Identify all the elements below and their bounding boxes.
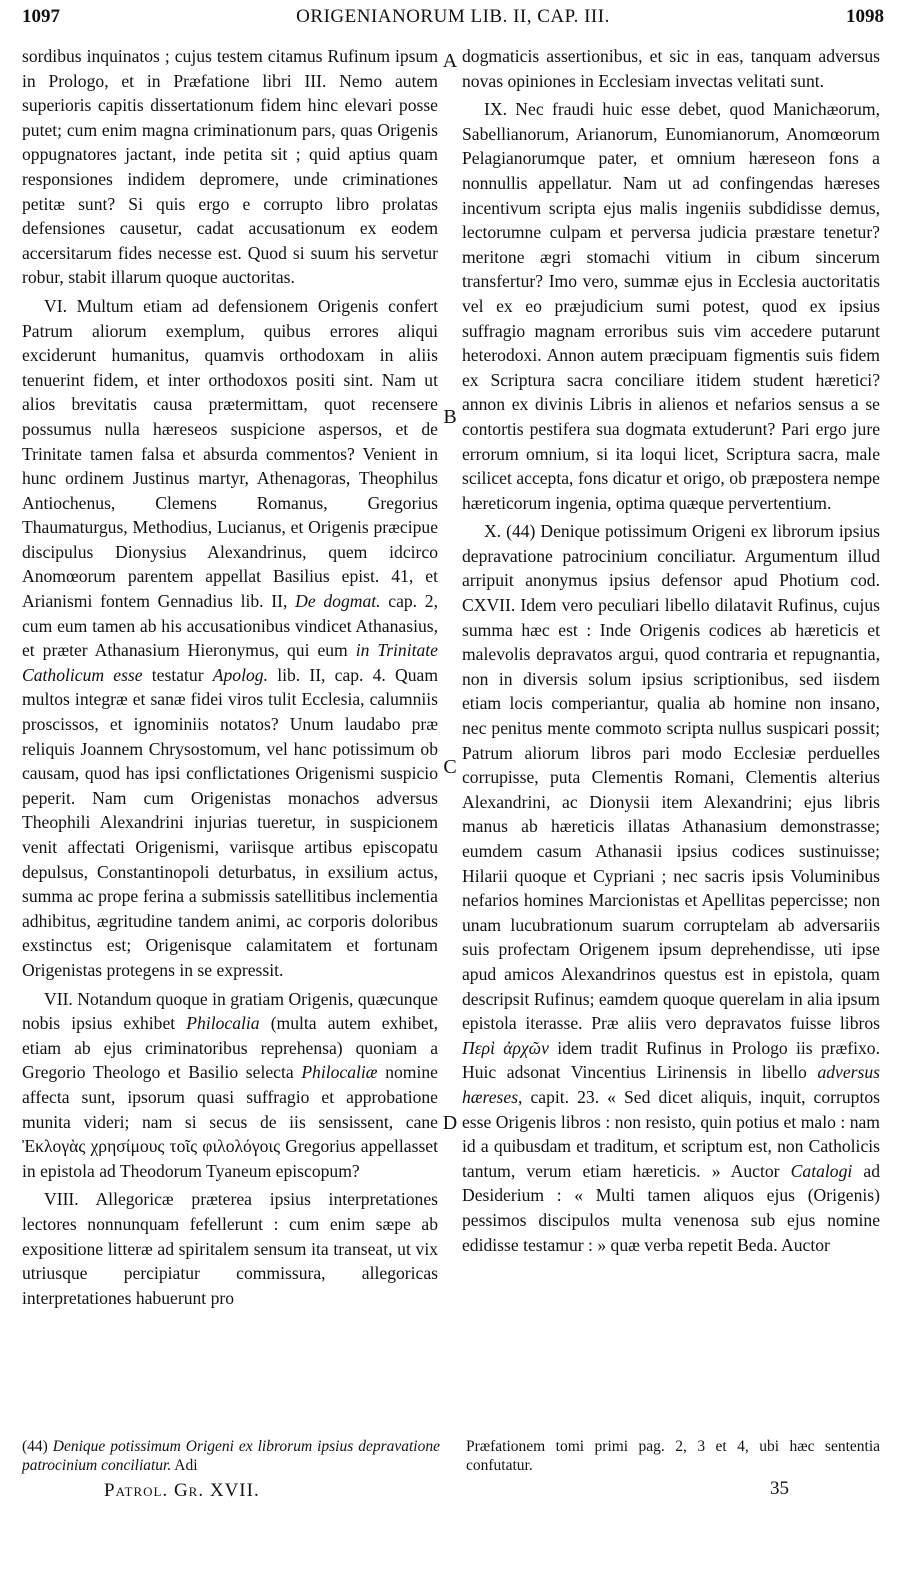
footnote-text: Denique potissimum Origeni ex librorum ipsius depravatione patrocinium conciliatur. [22,1438,440,1474]
margin-letter-c: C [443,756,457,778]
page-number-right: 1098 [846,6,884,27]
patrol-signature: Patrol. Gr. XVII. [104,1480,260,1501]
page-number-left: 1097 [22,6,60,27]
margin-letter-b: B [443,406,457,428]
footnote-number: (44) [22,1438,48,1455]
running-title: ORIGENIANORUM LIB. II, CAP. III. [296,6,610,27]
paragraph-vii: VII. Notandum quoque in gratiam Origenis, quæcunque nobis ipsius exhibet Philocalia (multa autem exhibet, etiam ab ejus criminatoribus reprehensa) quoniam a Gregorio Theologo et Basilio selecta Philocaliæ nomine affecta sunt, ipsorum quasi suffragio et approbatione munita videri; nam si secus de iis sensissent, cane Ἐκλογὰς χρησίμους τοῖς φιλολόγοις Gregorius appellasset in epistola ad Theodorum Tyaneum episcopum? [22,988,438,1181]
footnote-tail: Adi [174,1457,198,1474]
paragraph-ix: IX. Nec fraudi huic esse debet, quod Manichæorum, Sabellianorum, Arianorum, Eunomianorum, Anomœorum Pelagianorumque pater, et omnium hæreseon fons a nonnullis appellatur. Nam ut ad confingendas hæreses incentivum scripta ejus malis ingeniis subdidisse demus, lectorumne culpam et perversa judicia præstare tenetur? meritone ægri stomachi vitium in cibum sincerum transfertur? Imo vero, summæ ejus in Ecclesia auctoritatis vel ex eo præjudicium sumi potest, quod ex ipsius suffragio magnam erroribus suis vim accedere putarunt heterodoxi. Annon autem præcipuam figmentis suis fidem ex Scriptura sacra conciliare itidem student hæretici? annon ex divinis Libris in alienos et nefarios sensus a se contortis pestifera sua dogmata extuderunt? Pari ergo jure errorum omnium, si ita loqui licet, Scriptura sacra, male scilicet accepta, fons dicatur et origo, ob præpostera nempe hæreticorum ingenia, optima quæque pervertentium. [462,99,880,513]
left-text-column [22,44,438,1434]
paragraph-vi: VI. Multum etiam ad defensionem Origenis confert Patrum aliorum exemplum, quibus errores aliqui exciderunt humanitus, quamvis orthodoxam in aliis tenuerint fidem, et inter orthodoxos positi sint. Nam ut alios brevitatis causa prætermittam, quot recensere possumus nulla hæreseos suspicione aspersos, et de Trinitate tamen falsa et absurda commentos? Venient in hunc ordinem Justinus martyr, Athenagoras, Theophilus Antiochenus, Clemens Romanus, Gregorius Thaumaturgus, Methodius, Lucianus, et Origenis præcipue discipulus Dionysius Alexandrinus, quem idcirco Anomœorum parentem appellat Basilius epist. 41, et Arianismi fontem Gennadius lib. II, De dogmat. cap. 2, cum eum tamen ab his accusationibus vindicet Athanasius, et præter Athanasium Hieronymus, qui eum in Trinitate Catholicum esse testatur Apolog. lib. II, cap. 4. Quam multos integræ et sanæ fidei viros tulit Ecclesia, calumniis proscissos, et ignominiis notatos? Unum laudabo præ reliquis Joannem Chrysostomum, vel hanc potissimum ob causam, quod has ipsi conflictationes Origenismi suspicio peperit. Nam cum Origenistas monachos adversus Theophili Alexandrini injurias tueretur, in suspicionem venit affectati Origenismi, variisque artibus episcopatu depulsus, Constantinopoli deturbatus, in exsilium actus, summa ac prope ferina a submissis satellitibus inclementia adhibitus, ægritudine tandem animi, ac corporis doloribus exstinctus est; Origenisque calamitatem et fortunam Origenistas protegens in se expressit. [22,295,438,980]
paragraph: sordibus inquinatos ; cujus testem citamus Rufinum ipsum in Prologo, et in Præfatione libri III. Nemo autem superioris capitis dissertationum fidem hinc elevari posse putet; cum enim magna criminationum pars, quas Origenis oppugnatores jactant, inde petita sit ; quid aptius quam responsiones indidem depromere, unde criminationes petitæ sunt? Si quis ergo e corrupto libro prolatas defensiones causetur, cadat accusationum ex eodem accersitarum fides necesse est. Quod si suum his servetur robur, stabit illarum quoque auctoritas. [22,46,438,288]
paragraph-x: X. (44) Denique potissimum Origeni ex librorum ipsius depravatione patrocinium conciliatur. Argumentum illud arripuit anonymus ipsius defensor apud Photium cod. CXVII. Idem vero peculiari libello dilatavit Rufinus, cujus summa hæc est : Inde Origenis codices ab hæreticis et malevolis depravatos argui, quod contraria et repugnantia, non in diversis solum ipsius scriptionibus, sed iisdem etiam locis comperiantur, qualia ab homine non insano, nec penitus mente commoto scripta nullus suspicari possit; Patrum aliorum libros pari modo Ecclesiæ perduelles corrupisse, puta Clementis Romani, Clementis alterius Alexandrini, ac Dionysii item Alexandrini; ejus libris manus ab hæreticis illatas Athanasium demonstrasse; eumdem casum Athanasii ipsius codices sustinuisse; Hilarii quoque et Cypriani ; nec sacris ipsis Voluminibus nefarios homines Marcionistas et Apellitas pepercisse; non unam lucubrationum suarum corruptelam ab adversariis suis profectam Origenem ipsum deprehendisse, uti ipse apud amicos Alexandrinos questus est in epistola, quam descripsit Rufinus; eamdem quoque querelam in alia ipsum epistola iterasse. Præ aliis vero depravatos fuisse libros Περὶ ἀρχῶν idem tradit Rufinus in Prologo iis præfixo. Huic adsonat Vincentius Lirinensis in libello adversus hæreses, capit. 23. « Sed dicet aliquis, inquit, corruptos esse Origenis libros : non resisto, quin potius et malo : nam id a quibusdam et traditum, et scriptum est, non Catholicis tantum, verum etiam hæreticis. » Auctor Catalogi ad Desiderium : « Multi tamen aliquos ejus (Origenis) pessimos discipulos multa venenosa sub ejus nomine edidisse testamur : » quæ verba repetit Beda. Auctor [462,521,880,1255]
paragraph: dogmaticis assertionibus, et sic in eas, tanquam adversus novas opiniones in Ecclesiam invectas velitati sunt. [462,46,880,91]
signature-mark [104,1480,260,1502]
footnote-right: Præfationem tomi primi pag. 2, 3 et 4, ubi hæc sententia confutatur. [466,1438,880,1474]
right-text-column [462,44,880,1434]
margin-letter-a: A [442,50,458,72]
running-header [22,6,884,34]
margin-letter-d: D [442,1112,458,1134]
paragraph-viii: VIII. Allegoricæ præterea ipsius interpretationes lectores nonnunquam fefellerunt : cum enim sæpe ab expositione litteræ ad spiritalem sensum ita transeat, ut vix utriusque percipiatur commissura, allegoricas interpretationes habuerunt pro [22,1189,438,1308]
signature-number: 35 [770,1478,789,1499]
footnote-left [22,1437,440,1475]
